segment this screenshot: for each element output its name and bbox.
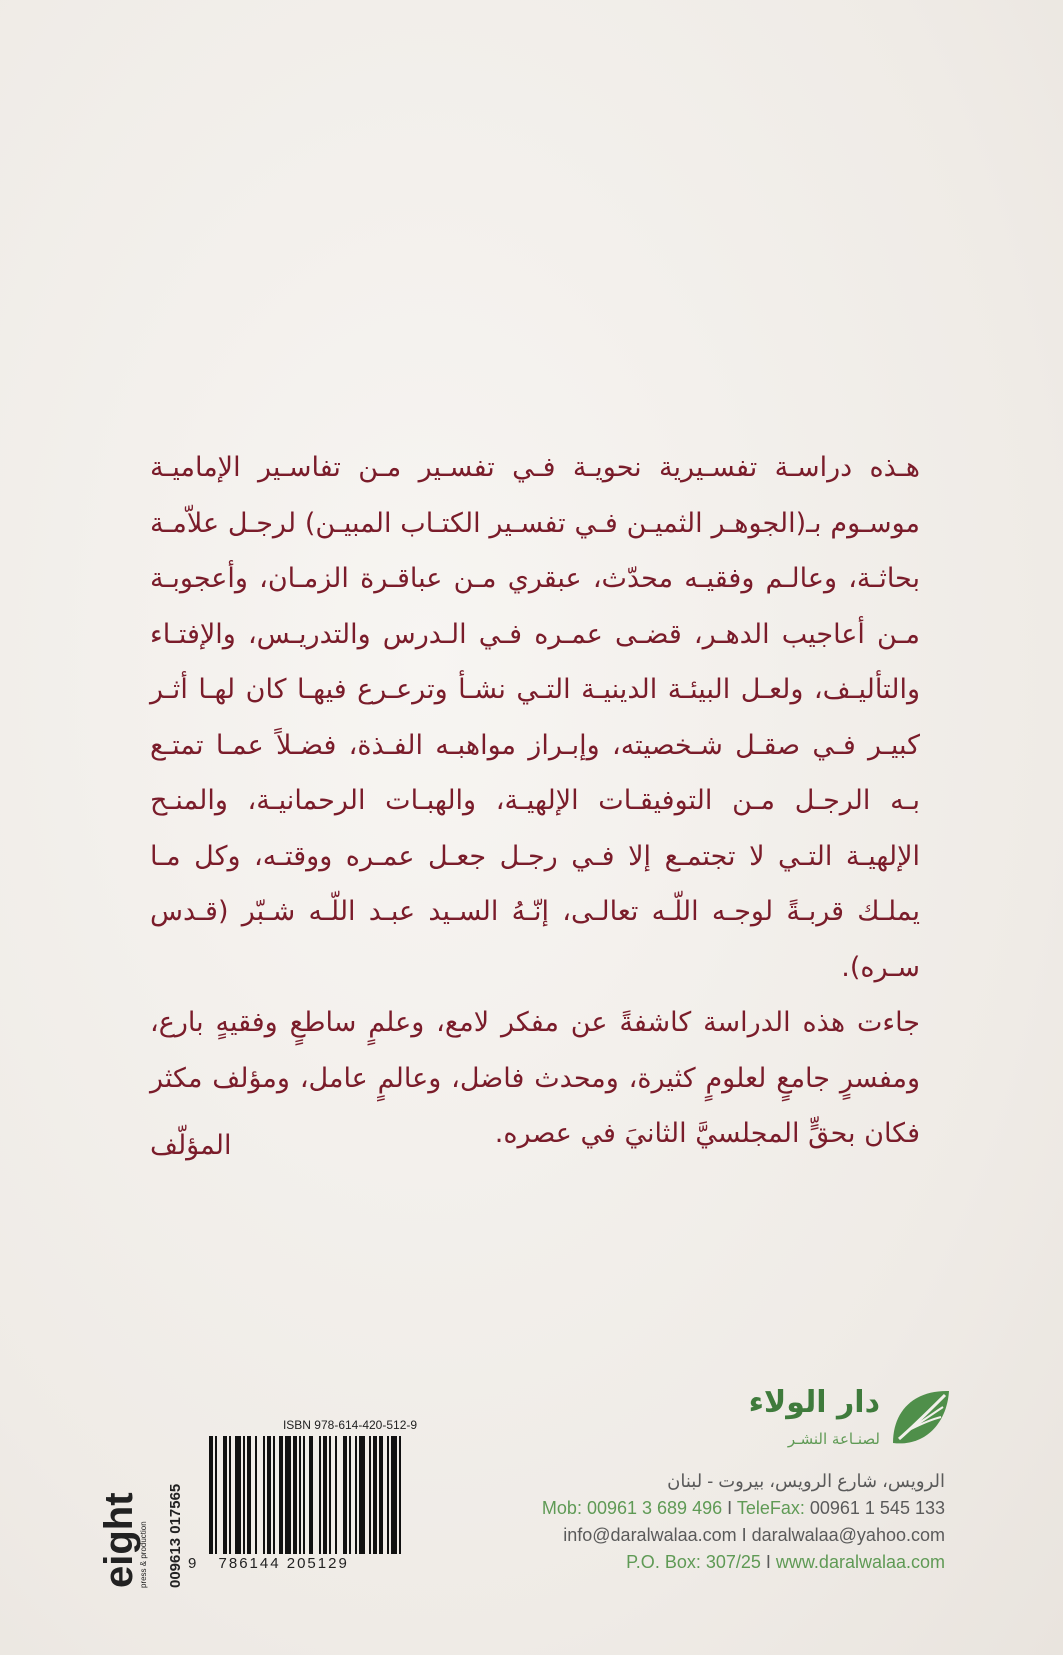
barcode-bar [335, 1436, 337, 1554]
barcode-bar [299, 1436, 301, 1554]
barcode-bar [379, 1436, 383, 1554]
telefax-number: 00961 1 545 133 [809, 1498, 945, 1518]
author-signature: المؤلّف [150, 1130, 232, 1161]
publisher-phones: Mob: 00961 3 689 496 I TeleFax: 00961 1 545 133 [541, 1498, 945, 1518]
publisher-contact [480, 1468, 945, 1576]
barcode-bar [343, 1436, 347, 1554]
barcode-bar [229, 1436, 231, 1554]
blurb-paragraph-2: جاءت هذه الدراسة كاشفةً عن مفكر لامع، وعلمٍ ساطعٍ وفقيهٍ بارع، ومفسرٍ جامعٍ لعلومٍ كثيرة، ومحدث فاضل، وعالمٍ عامل، ومؤلف مكثر فكان بحقٍّ المجلسيَّ الثانيَ في عصره. [150, 1007, 920, 1149]
barcode-rest-digits: 786144 205129 [218, 1555, 349, 1572]
blurb-text [150, 440, 920, 1162]
pobox: P.O. Box: 307/25 [626, 1552, 761, 1572]
vertical-number [165, 1430, 185, 1590]
barcode-bar [319, 1436, 321, 1554]
barcode-bar [309, 1436, 313, 1554]
barcode-bar [209, 1436, 213, 1554]
telefax-label: TeleFax: [736, 1498, 805, 1518]
publisher-name: دار الولاء [748, 1385, 880, 1420]
barcode-bar [293, 1436, 297, 1554]
barcode-bar [247, 1436, 251, 1554]
barcode-bar [329, 1436, 331, 1554]
barcode-bar [215, 1436, 217, 1554]
barcode-bar [369, 1436, 371, 1554]
blurb-paragraph-1: هـذه دراسـة تفسـيرية نحويـة فـي تفسـير مـن تفاسـير الإماميـة موسـوم بـ(الجوهـر الثميـن فـي تفسـير الكتـاب المبيـن) لرجـل علاّمـة بحاثـة، وعالـم وفقيـه محدّث، عبقري مـن عباقـرة الزمـان، وأعجوبـة مـن أعاجيب الدهـر، قضـى عمـره فـي الـدرس والتدريـس، والإفتـاء والتأليـف، ولعـل البيئـة الدينيـة التـي نشـأ وترعـرع فيهـا كان لهـا أثـر كبيـر فـي صقـل شـخصيته، وإبـراز مواهبـه الفـذة، فضـلاً عمـا تمتـع بـه الرجـل مـن التوفيقـات الإلهيـة، والهبـات الرحمانيـة، والمنـح الإلهيـة التـي لا تجتمـع إلا فـي رجـل جعـل عمـره ووقتـه، وكل مـا يملـك قربـةً لوجـه اللّـه تعالـى، إنّـهُ السـيد عبـد اللّـه شـبّر (قـدس سـره). [150, 452, 920, 983]
publisher-emails: info@daralwalaa.com I daralwalaa@yahoo.com [563, 1525, 945, 1545]
publisher-address: الرويس، شارع الرويس، بيروت - لبنان [667, 1471, 945, 1491]
barcode-bar [223, 1436, 227, 1554]
barcode-first-digit: 9 [188, 1555, 199, 1572]
website: www.daralwalaa.com [775, 1552, 945, 1572]
barcode-bar [279, 1436, 283, 1554]
barcode-bar [243, 1436, 245, 1554]
barcode-bar [355, 1436, 357, 1554]
barcode-bar [373, 1436, 377, 1554]
eight-sublabel: press & production [139, 1521, 148, 1588]
publisher-leaf-icon [885, 1385, 955, 1455]
isbn-label: ISBN 978-614-420-512-9 [282, 1418, 418, 1432]
mob-label: Mob: [541, 1498, 582, 1518]
barcode-bar [255, 1436, 257, 1554]
eight-wordmark: eight [97, 1492, 141, 1588]
barcode-bar [303, 1436, 305, 1554]
barcode-bar [285, 1436, 291, 1554]
vertical-number-text: 009613 017565 [167, 1483, 184, 1588]
barcode-bar [323, 1436, 327, 1554]
barcode-bar [359, 1436, 365, 1554]
barcode-bar [349, 1436, 351, 1554]
mob-number: 00961 3 689 496 [586, 1498, 723, 1518]
barcode-bar [399, 1436, 401, 1554]
barcode-bar [235, 1436, 241, 1554]
barcode-bar [263, 1436, 265, 1554]
publisher-tagline: لصنـاعة النشـر [787, 1430, 880, 1448]
publisher-pobox-web: P.O. Box: 307/25 I www.daralwalaa.com [626, 1552, 945, 1572]
barcode-digits [188, 1555, 478, 1572]
barcode-bar [267, 1436, 271, 1554]
eight-logo [90, 1430, 150, 1590]
barcode-bar [387, 1436, 389, 1554]
barcode-bar [273, 1436, 275, 1554]
barcode-bar [391, 1436, 397, 1554]
